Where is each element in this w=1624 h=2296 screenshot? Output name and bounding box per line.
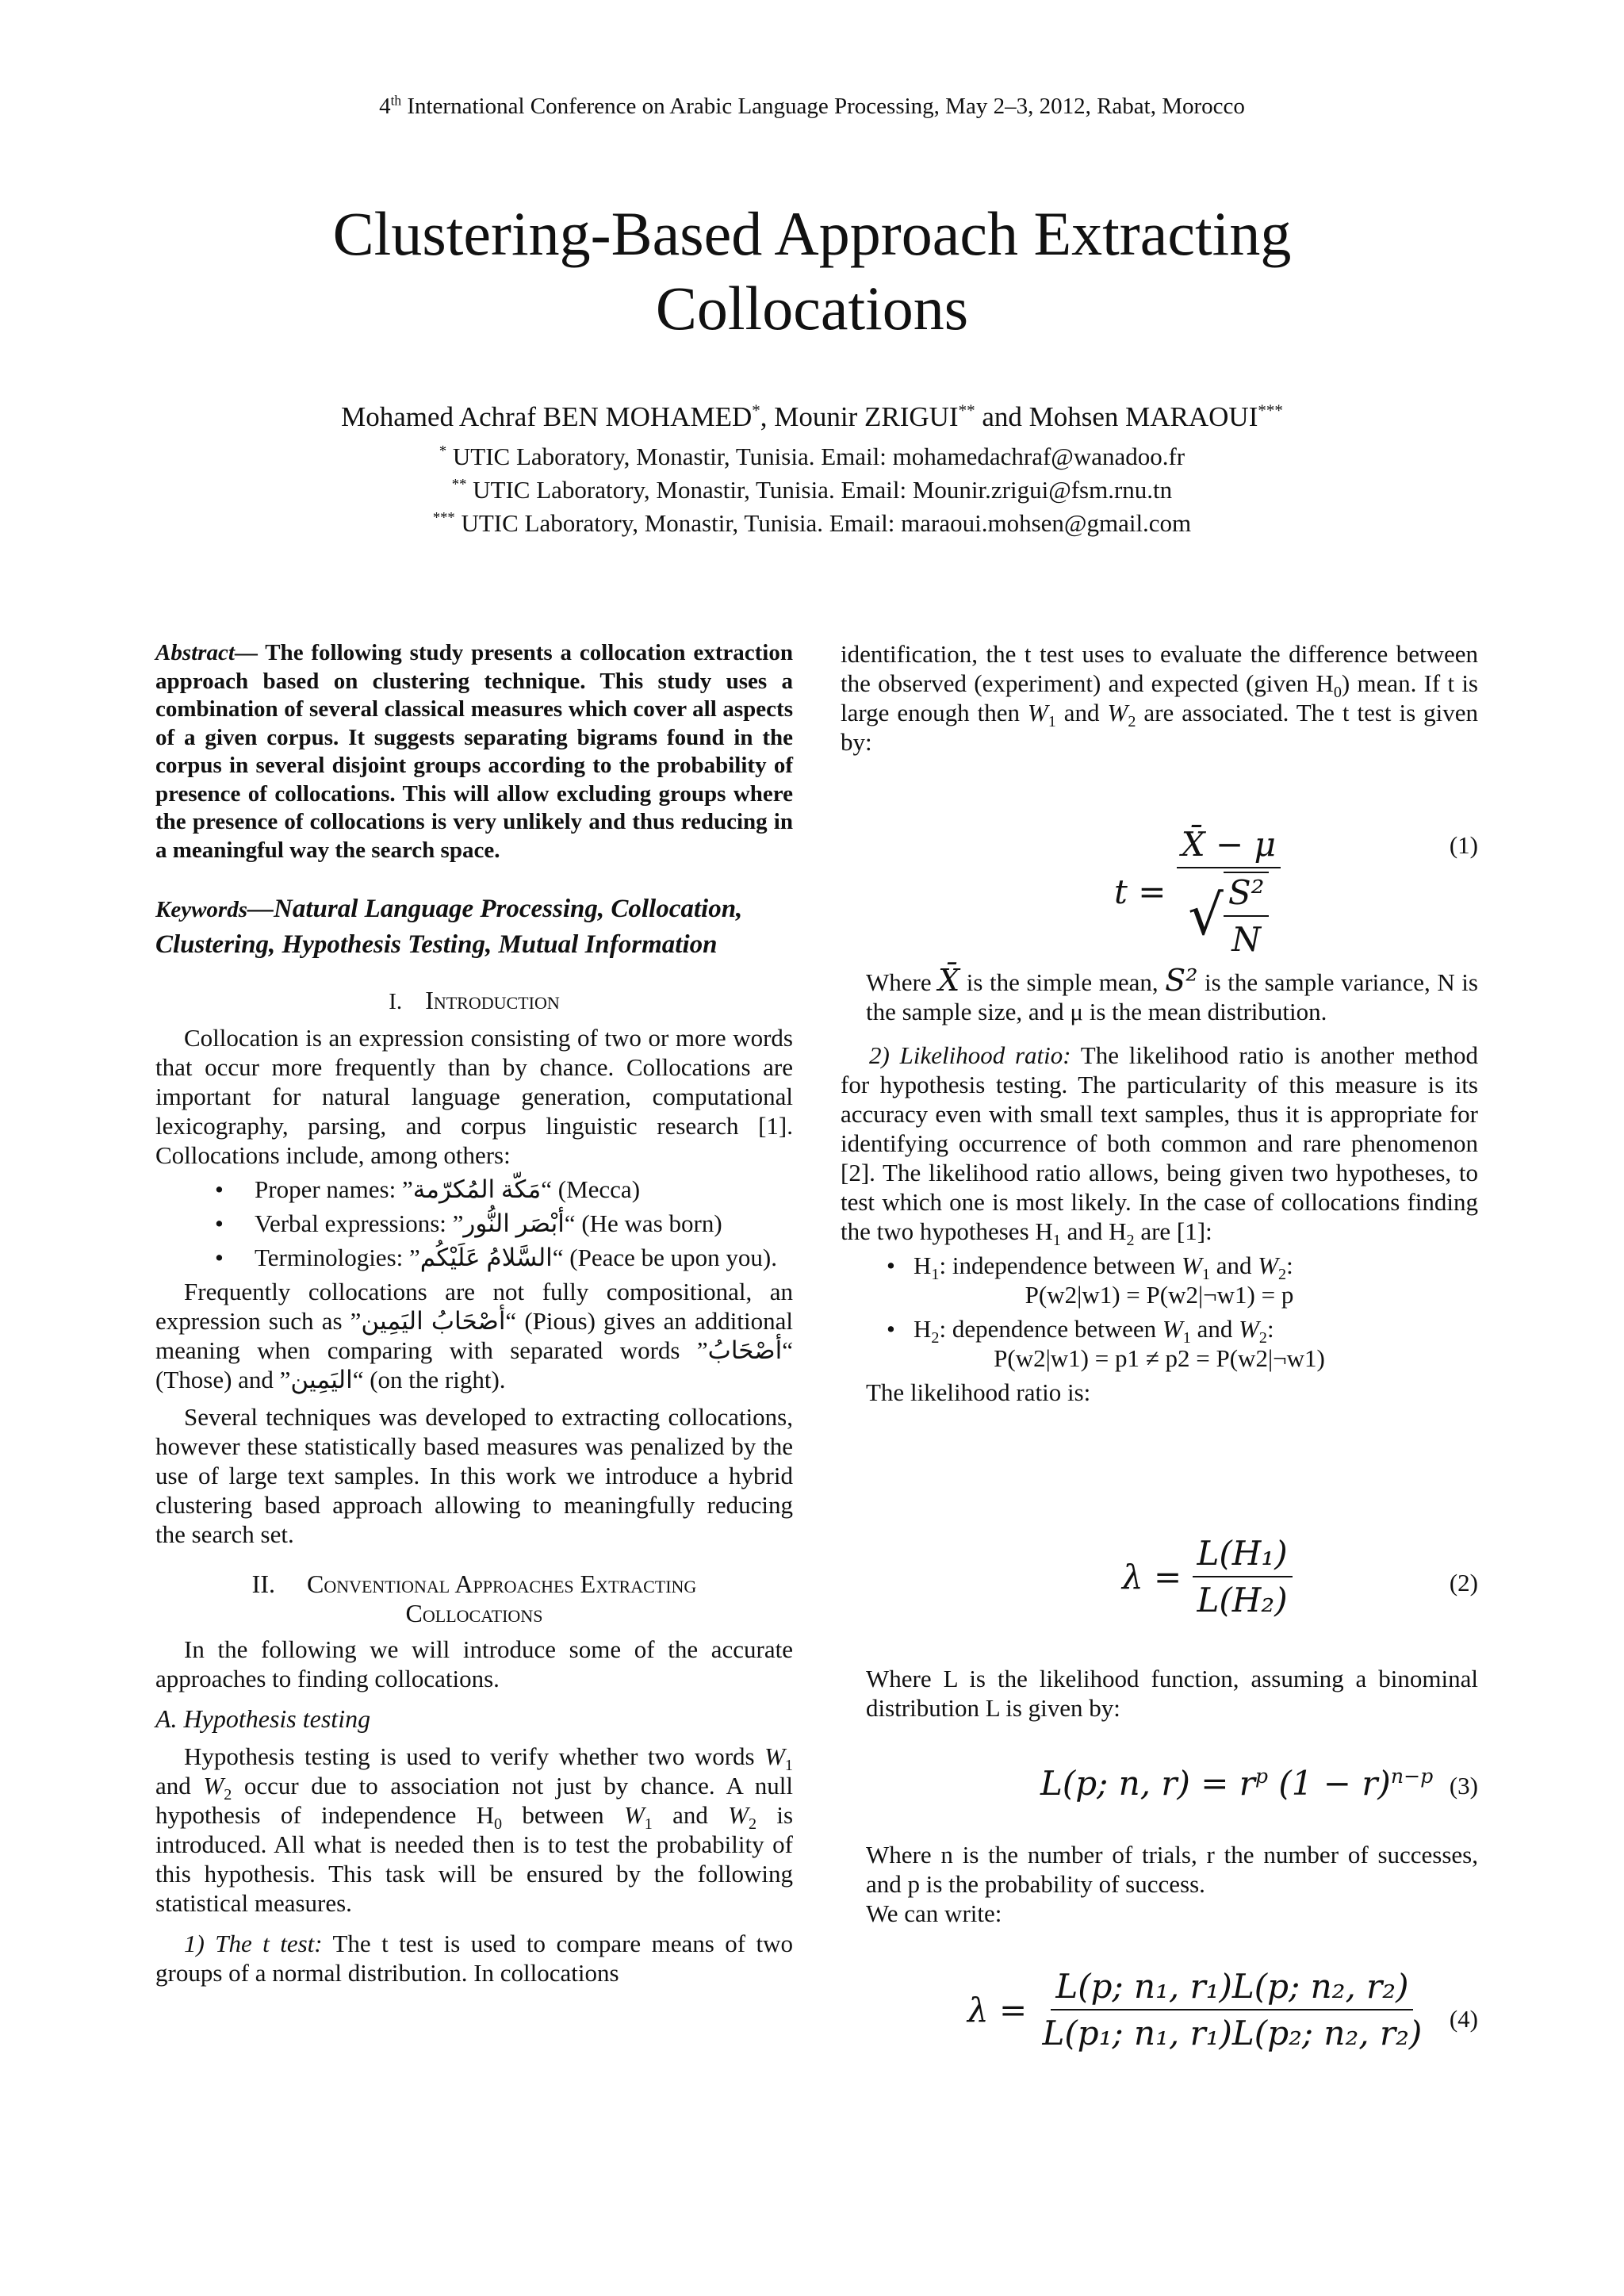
bullet-label: Terminologies: xyxy=(255,1244,409,1271)
hyp-c: occur due to association not just by chance. A null hypothesis of independence H xyxy=(155,1772,793,1829)
section-1-title: Introduction xyxy=(425,986,560,1014)
var-w1: W xyxy=(764,1742,785,1770)
equation-3 xyxy=(841,1761,1478,1816)
var-w2: W xyxy=(203,1772,224,1800)
var-w1: W xyxy=(1027,699,1048,726)
arabic-term: “أصْحَابُ” xyxy=(696,1336,793,1364)
bullet-gloss: (He was born) xyxy=(575,1209,722,1237)
var-w2-sub: 2 xyxy=(748,1815,757,1834)
conventional-approaches xyxy=(155,1635,793,1987)
intro-p2-c: (Those) and xyxy=(155,1366,280,1393)
arabic-term: “مَكّة المُكرّمة” xyxy=(401,1175,553,1203)
equation-2-lhs: λ = xyxy=(1122,1557,1182,1596)
equation-4-fraction xyxy=(1038,1967,1427,2053)
lr-end: are [1]: xyxy=(1134,1217,1212,1245)
equation-1-lhs: t = xyxy=(1114,872,1166,911)
var-w2: W xyxy=(1258,1251,1279,1279)
arabic-term: “السَّلامُ عَلَيْكُم” xyxy=(409,1244,564,1271)
conference-name: International Conference on Arabic Language Processing, May 2–3, 2012, Rabat, Morocco xyxy=(401,94,1245,119)
equation-4-denominator: L(p₁; n₁, r₁)L(p₂; n₂, r₂) xyxy=(1042,2014,1423,2053)
var-w2-sub: 2 xyxy=(1278,1266,1287,1284)
likelihood-text: The likelihood ratio is another method for hypothesis testing. The particularity of this measure is its accuracy even with small text samples, thus it is appropriate for identifying occurrence of both common and rare phenomenon [2]. The likelihood ratio allows, being given two hypotheses, to test which one is most likely. In the case of collocations finding the two hypotheses H xyxy=(841,1041,1478,1245)
lr-h2-sub: 2 xyxy=(1126,1232,1135,1250)
var-w2-sub: 2 xyxy=(1128,713,1136,731)
section-2-number: II. xyxy=(251,1570,275,1598)
h2-sub: 2 xyxy=(931,1329,940,1347)
lr-h1-sub: 1 xyxy=(1052,1232,1061,1250)
right-p1-a: identification, the t test uses to evaluate the difference between the observed (experiment) and expected (given H xyxy=(841,640,1478,697)
intro-paragraph-2 xyxy=(155,1277,793,1394)
abstract-dash: — xyxy=(234,640,266,665)
conference-ordinal: th xyxy=(390,92,402,109)
h0-sub: 0 xyxy=(1333,684,1342,702)
author-2-mark: ** xyxy=(958,401,975,420)
affiliation-1-text: UTIC Laboratory, Monastir, Tunisia. Email: mohamedachraf@wanadoo.fr xyxy=(446,443,1185,470)
equation-2 xyxy=(841,1531,1478,1634)
var-w1-sub: 1 xyxy=(1201,1266,1210,1284)
equation-1-denominator: √ $\frac{\text{S²}}{N}$ xyxy=(1183,868,1274,959)
var-w1-sub: 1 xyxy=(1182,1329,1191,1347)
trials-text xyxy=(841,1840,1478,1928)
equation-3-exponent-2: n−p xyxy=(1390,1765,1434,1788)
equation-3-lhs: L(p; n, r) = r xyxy=(1040,1764,1255,1803)
subsection-a-heading: A. Hypothesis testing xyxy=(155,1704,371,1733)
equation-1-inner-denominator: N xyxy=(1231,920,1261,959)
var-w1: W xyxy=(623,1801,645,1829)
arabic-term: “أصْحَابُ اليَمِين” xyxy=(350,1307,517,1335)
h2-text: : dependence between xyxy=(939,1315,1162,1343)
section-1-heading xyxy=(155,986,793,1017)
author-1-mark: * xyxy=(752,401,760,420)
equation-4 xyxy=(841,1967,1478,2078)
list-item: • $H_1$: independence between $W_1$ and $W_2$: P(w2|w1) = P(w2|¬w1) = p xyxy=(914,1251,1478,1309)
equation-4-lhs: λ = xyxy=(967,1990,1028,2030)
list-item xyxy=(255,1175,793,1204)
author-3-mark: *** xyxy=(1258,401,1283,420)
equation-4-number: (4) xyxy=(1449,2005,1478,2033)
affiliation-2-text: UTIC Laboratory, Monastir, Tunisia. Email: Mounir.zrigui@fsm.rnu.tn xyxy=(466,476,1173,504)
equation-1-numerator: X̄ − μ xyxy=(1177,825,1281,868)
right-column-cont xyxy=(841,963,1478,1407)
var-w2-sub: 2 xyxy=(224,1786,232,1804)
arabic-term: “أبْصَر النُّور” xyxy=(452,1209,576,1237)
title-line-1: Clustering-Based Approach Extracting xyxy=(332,199,1292,268)
we-can-write: We can write: xyxy=(866,1899,1002,1927)
var-w1: W xyxy=(1162,1315,1183,1343)
equation-2-denominator: L(H₂) xyxy=(1197,1581,1288,1619)
equation-1-inner-fraction xyxy=(1224,872,1270,959)
likelihood-function-paragraph: Where L is the likelihood function, assuming a binominal distribution L is given by: xyxy=(866,1665,1478,1722)
abstract-text: The following study presents a collocation extraction approach based on clustering technique. This study uses a combination of several classical measures which cover all aspects of a given corpus. It suggests separating bigrams found in the corpus in several disjoint groups according to the probability of presence of collocations. This will allow excluding groups where the presence of collocations is very unlikely and thus reducing in a meaningful way the search space. xyxy=(155,640,793,863)
equation-4-formula xyxy=(967,1967,1427,2053)
equation-2-number: (2) xyxy=(1449,1569,1478,1596)
var-w1-sub: 1 xyxy=(644,1815,653,1834)
equation-3-formula xyxy=(1040,1764,1433,1803)
right-p1-b: ) mean. If t is large enough then xyxy=(841,669,1478,726)
t-test-text: The t test is used to compare means of two groups of a normal distribution. In collocations xyxy=(155,1930,793,1987)
var-w2: W xyxy=(1239,1315,1259,1343)
likelihood-ratio-intro: The likelihood ratio is: xyxy=(866,1378,1091,1406)
equation-3-exponent-1: p xyxy=(1254,1765,1268,1788)
var-w1-sub: 1 xyxy=(784,1757,793,1775)
title-line-2: Collocations xyxy=(655,274,969,343)
where-c: is the sample variance, N is the sample size, and μ is the mean distribution. xyxy=(866,968,1478,1025)
keywords-dash: — xyxy=(247,895,274,923)
h2-formula: P(w2|w1) = p1 ≠ p2 = P(w2|¬w1) xyxy=(994,1344,1325,1372)
list-item xyxy=(255,1243,793,1272)
section-1-number: I. xyxy=(389,989,403,1014)
intro-p2-a: Frequently collocations are not fully compositional, an expression such as xyxy=(155,1278,793,1335)
var-w2: W xyxy=(1107,699,1128,726)
likelihood-label: 2) Likelihood ratio: xyxy=(869,1041,1071,1069)
section-2-heading xyxy=(155,1570,793,1628)
hyp-f: is introduced. All what is needed then is to test the probability of this hypothesis. This task will be ensured by the following statistical measures. xyxy=(155,1801,794,1917)
intro-p2-b: (Pious) gives an additional meaning when comparing with separated words xyxy=(155,1307,794,1364)
t-test-continued xyxy=(841,639,1478,757)
h2-and: and xyxy=(1190,1315,1239,1343)
section-2-title-line-2: Collocations xyxy=(405,1599,543,1627)
equation-3-number: (3) xyxy=(1449,1772,1478,1800)
right-column xyxy=(841,639,1478,757)
author-3: and Mohsen MARAOUI xyxy=(975,401,1258,432)
conference-header xyxy=(0,94,1624,120)
where-a: Where xyxy=(866,968,939,996)
intro-paragraph-3: Several techniques was developed to extracting collocations, however these statistically based measures was penalized by the use of large text samples. In this work we introduce a hybrid clustering based approach allowing to meaningfully reducing the search set. xyxy=(155,1403,793,1548)
hypotheses-list xyxy=(841,1251,1478,1373)
x-bar-symbol: X̄ xyxy=(938,963,960,998)
affiliation-2-mark: ** xyxy=(451,476,467,493)
section-2-title-line-1: Conventional Approaches Extracting xyxy=(306,1570,697,1598)
h2-label: H xyxy=(914,1315,932,1343)
hyp-a: Hypothesis testing is used to verify whether two words xyxy=(184,1742,765,1770)
equation-1-inner-numerator: S² xyxy=(1224,873,1270,917)
var-w1-sub: 1 xyxy=(1048,713,1056,731)
collocation-examples xyxy=(155,1175,793,1272)
affiliation-2 xyxy=(0,476,1624,504)
hyp-e: and xyxy=(652,1801,729,1829)
affiliation-1 xyxy=(0,443,1624,471)
bullet-gloss: (Mecca) xyxy=(552,1175,641,1203)
equation-1-formula xyxy=(1114,825,1281,959)
var-w2: W xyxy=(728,1801,749,1829)
likelihood-paragraph xyxy=(841,1041,1478,1250)
trials-paragraph: Where n is the number of trials, r the number of successes, and p is the probability of success. xyxy=(866,1841,1478,1898)
hyp-b: and xyxy=(155,1772,204,1800)
h1-sub: 1 xyxy=(931,1266,940,1284)
abstract-label: Abstract xyxy=(155,640,235,665)
affiliation-3-mark: *** xyxy=(432,509,455,527)
where-b: is the simple mean, xyxy=(959,968,1166,996)
hyp-d: between xyxy=(502,1801,624,1829)
t-test-paragraph xyxy=(155,1929,793,1987)
var-w2-sub: 2 xyxy=(1258,1329,1267,1347)
keywords-label: Keywords xyxy=(155,897,247,922)
bullet-gloss: (Peace be upon you). xyxy=(563,1244,777,1271)
h1-text: : independence between xyxy=(939,1251,1182,1279)
intro-paragraph-1: Collocation is an expression consisting of two or more words that occur more frequently than by chance. Collocations are important for natural language generation, computational lexicography, parsing, and corpus linguistic research [1]. Collocations include, among others: xyxy=(155,1024,793,1169)
left-column xyxy=(155,639,793,1987)
affiliation-3 xyxy=(0,509,1624,538)
list-item xyxy=(255,1209,793,1238)
equation-4-numerator: L(p; n₁, r₁)L(p; n₂, r₂) xyxy=(1051,1967,1413,2010)
paper-title xyxy=(159,197,1465,346)
equation-1-fraction xyxy=(1177,825,1281,959)
bullet-label: Verbal expressions: xyxy=(255,1209,453,1237)
keywords-text: Natural Language Processing, Collocation, Clustering, Hypothesis Testing, Mutual Information xyxy=(155,895,743,959)
h0-sub: 0 xyxy=(494,1815,503,1834)
h1-label: H xyxy=(914,1251,932,1279)
var-w1: W xyxy=(1182,1251,1202,1279)
intro-p2-d: (on the right). xyxy=(363,1366,506,1393)
h1-and: and xyxy=(1209,1251,1258,1279)
arabic-term: “اليَمِين” xyxy=(279,1366,364,1393)
s-squared-symbol: S² xyxy=(1165,963,1198,998)
equation-1-number: (1) xyxy=(1449,831,1478,859)
introduction xyxy=(155,1023,793,1549)
right-p1-c: and xyxy=(1055,699,1108,726)
bullet-label: Proper names: xyxy=(255,1175,402,1203)
right-p1-d: are associated. The t test is given by: xyxy=(841,699,1478,756)
equation-1 xyxy=(841,803,1478,959)
equation-2-fraction xyxy=(1193,1534,1293,1619)
where-paragraph xyxy=(841,963,1478,1026)
keywords xyxy=(155,891,793,962)
equation-3-middle: (1 − r) xyxy=(1267,1764,1391,1803)
affiliation-3-text: UTIC Laboratory, Monastir, Tunisia. Email: maraoui.mohsen@gmail.com xyxy=(454,509,1192,537)
conventional-paragraph-1: In the following we will introduce some of the accurate approaches to finding collocations. xyxy=(155,1635,793,1692)
t-test-label: 1) The t test: xyxy=(184,1930,323,1957)
author-list xyxy=(0,401,1624,433)
affiliation-1-mark: * xyxy=(439,443,447,460)
likelihood-function-text xyxy=(841,1664,1478,1723)
conference-number: 4 xyxy=(379,94,391,119)
list-item: • $H_2$: dependence between $W_1$ and $W_2$: P(w2|w1) = p1 ≠ p2 = P(w2|¬w1) xyxy=(914,1314,1478,1373)
author-1: Mohamed Achraf BEN MOHAMED xyxy=(341,401,753,432)
abstract xyxy=(155,639,793,864)
equation-2-formula xyxy=(1122,1534,1293,1619)
hypothesis-paragraph xyxy=(155,1742,793,1918)
equation-2-numerator: L(H₁) xyxy=(1193,1534,1293,1577)
h1-formula: P(w2|w1) = P(w2|¬w1) = p xyxy=(1025,1281,1294,1309)
author-2: , Mounir ZRIGUI xyxy=(760,401,959,432)
lr-and: and H xyxy=(1060,1217,1127,1245)
